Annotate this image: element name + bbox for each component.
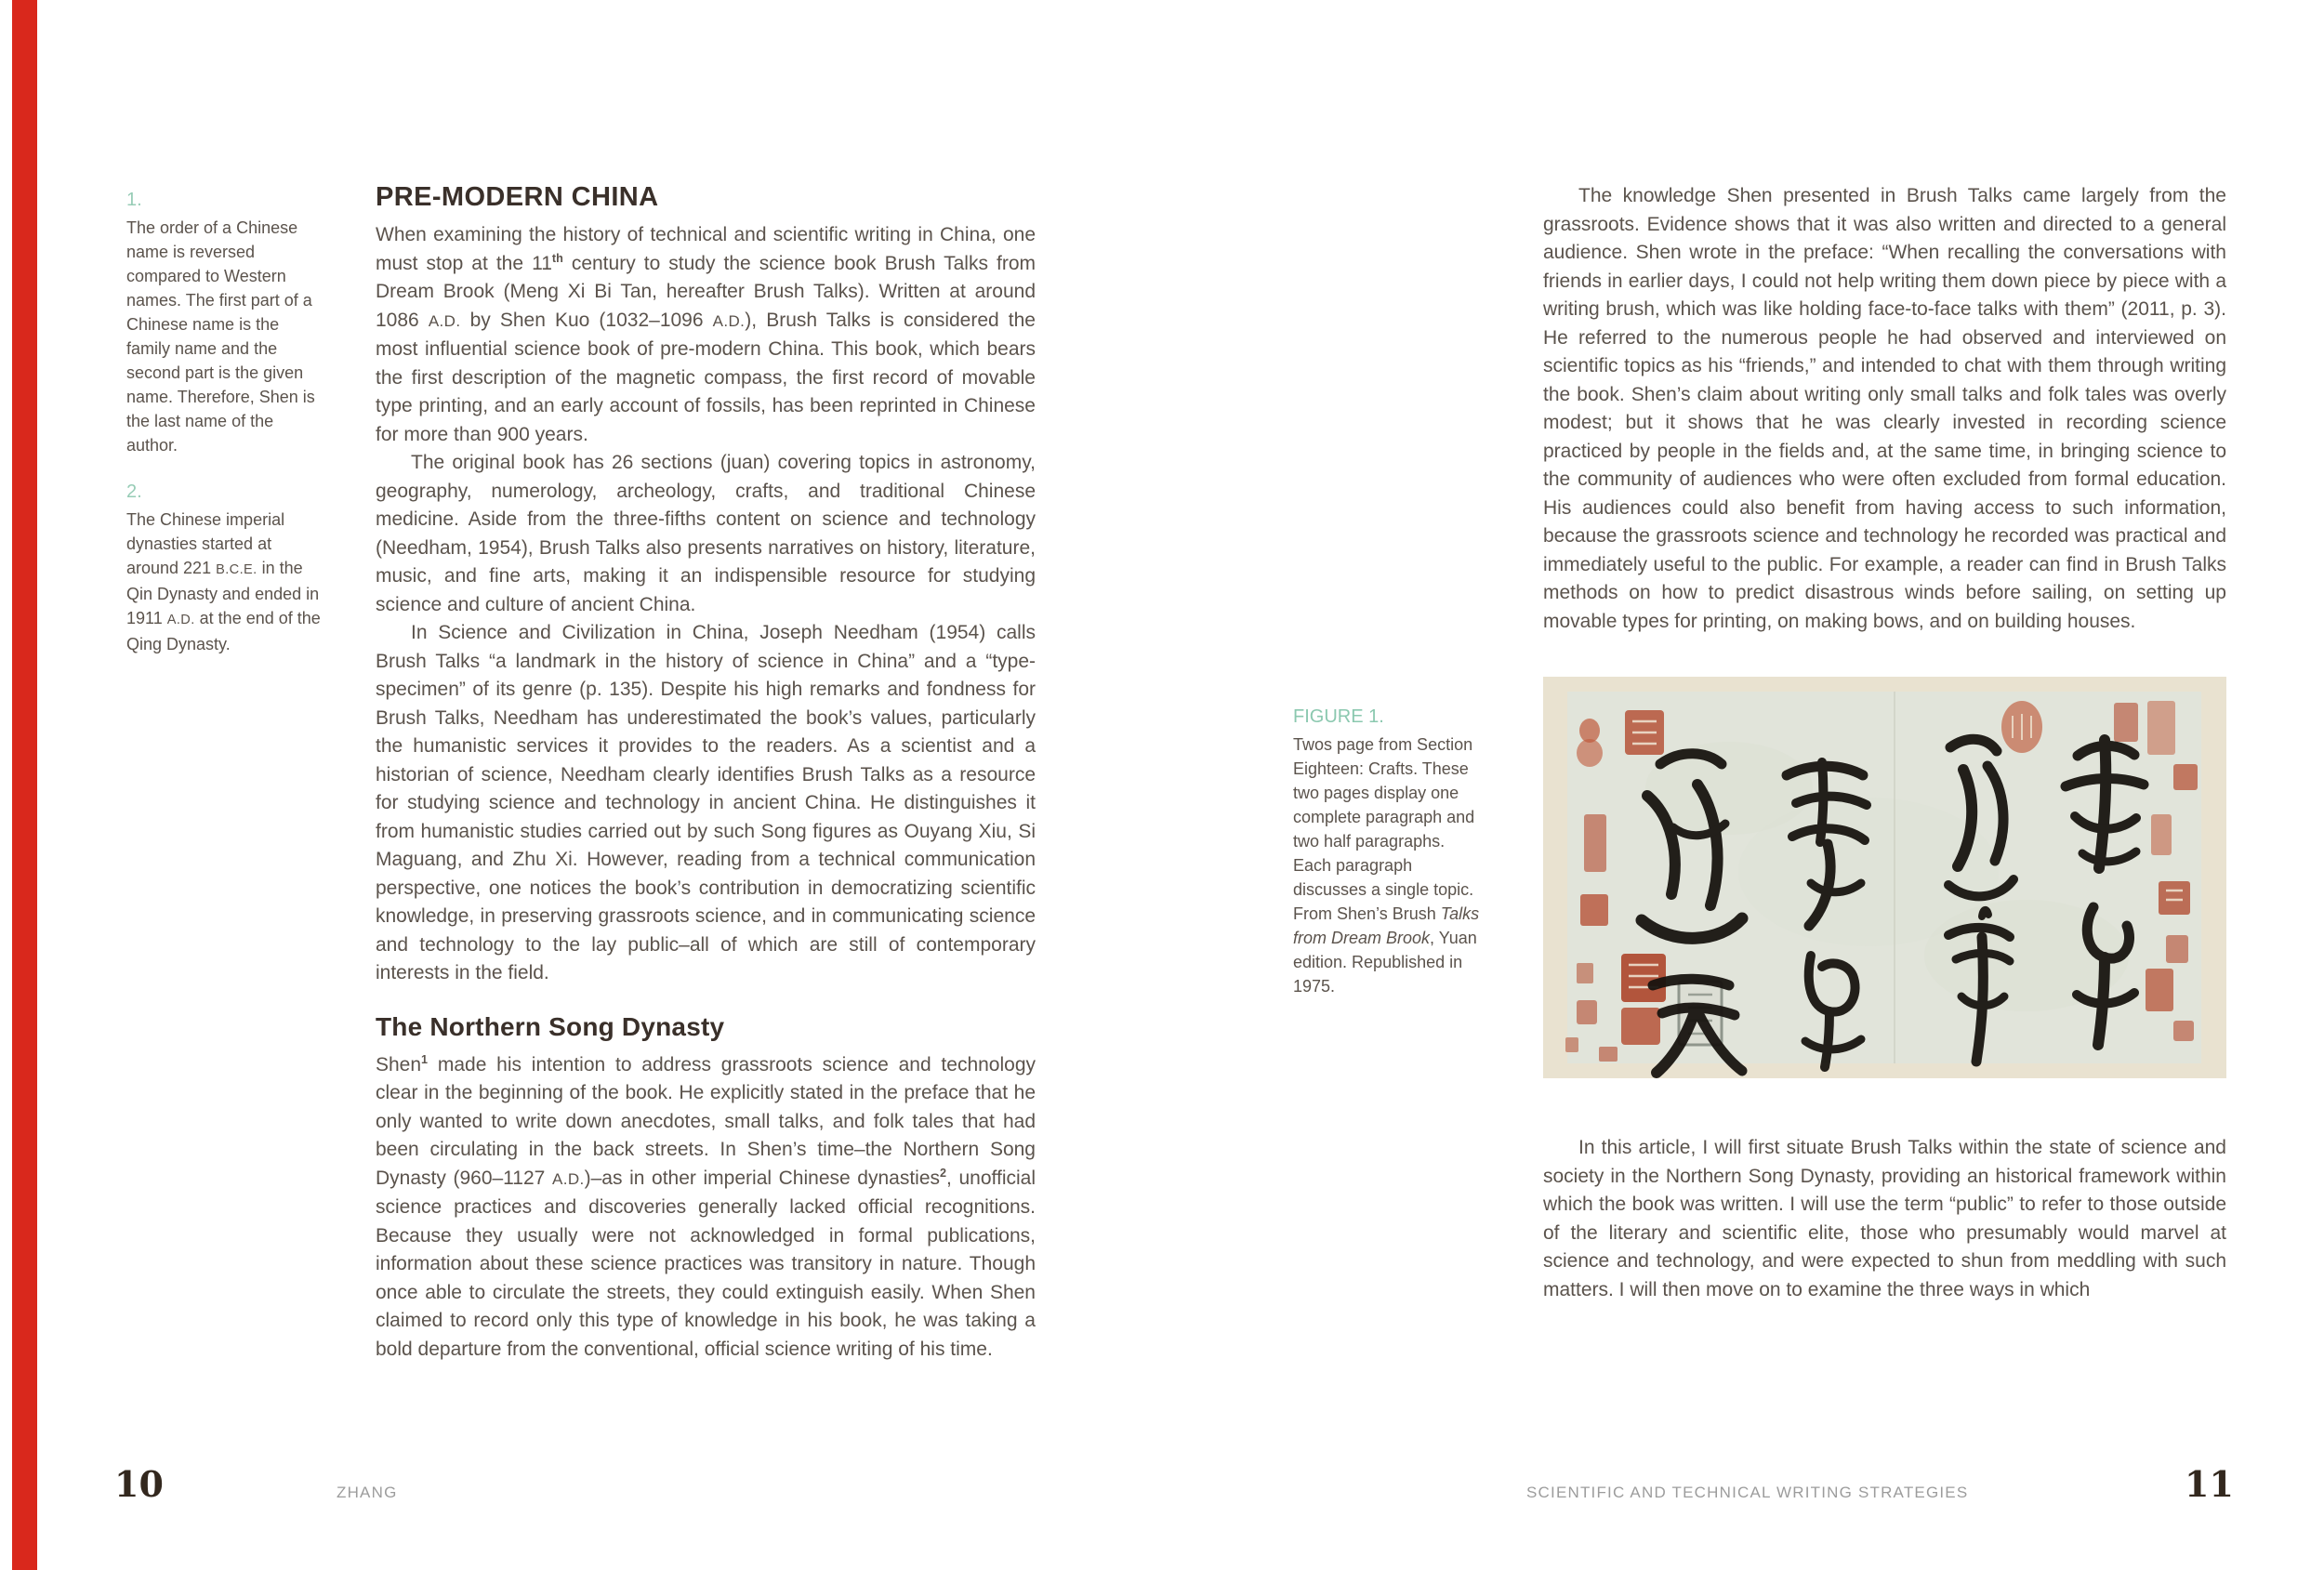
calligraphy-figure-image [1543, 677, 2226, 1078]
left-running-head: ZHANG [337, 1484, 398, 1501]
figure-caption-text: Twos page from Section Eighteen: Crafts. These two pages display one complete paragraph and two half paragraphs. Each paragraph discusses a single topic. From Shen’s Brush Talks from Dream Brook, Yuan edition. Republished in 1975. [1293, 735, 1480, 996]
footnote-2 [126, 480, 324, 656]
paragraph: The original book has 26 sections (juan) covering topics in astronomy, geography, numerology, archeology, crafts, and traditional Chinese medicine. Aside from the three-fifths content on science and technology (Needham, 1954), Brush Talks also presents narratives on history, literature, music, and fine arts, making it an indispensible resource for studying science and culture of ancient China. [376, 452, 1036, 615]
footnote-1-text: The order of a Chinese name is reversed compared to Western names. The first part of a Chinese name is the family name and the second part is the given name. Therefore, Shen is the last name of the author. [126, 218, 315, 455]
left-page-number: 10 [114, 1463, 164, 1505]
subsection-heading: The Northern Song Dynasty [376, 1011, 725, 1041]
figure-caption [1293, 705, 1485, 998]
margin-notes [126, 188, 324, 656]
paragraph: In Science and Civilization in China, Joseph Needham (1954) calls Brush Talks “a landmark in the history of science in China” and a “type-specimen” of its genre (p. 135). Despite his high remarks and fondness for Brush Talks, Needham has underestimated the book’s values, particularly the humanistic services it provides to the readers. As a scientist and a historian of science, Needham clearly identifies Brush Talks as a resource for studying science and technology in ancient China. He distinguishes it from humanistic studies carried out by such Song figures as Ouyang Xiu, Si Maguang, and Zhu Xi. However, reading from a technical communication perspective, one notices the book’s contribution in democratizing scientific knowledge, in preserving grassroots science, and in communicating science and technology to the lay public–all of which are still of contemporary interests in the field. [376, 622, 1036, 983]
right-text-column [1543, 182, 2226, 1304]
paragraph: The knowledge Shen presented in Brush Talks came largely from the grassroots. Evidence shows that it was also written and directed to a general audience. Shen wrote in the preface: “When recalling the conversations with friends in earlier days, I could not help writing them down piece by piece with a writing brush, which was like holding face-to-face talks with them” (2011, p. 3). He referred to the numerous people he had observed and interviewed on scientific topics as his “friends,” and intended to chat with them through writing the book. Shen’s claim about writing only small talks and folk tales was overly modest; but it shows that he was clearly invested in recording science practiced by people in the fields and, at the same time, in bringing science to the community of audiences who were often excluded from formal education. His audiences could also benefit from having access to such information, because the grassroots science and technology he recorded was practical and immediately useful to the public. For example, a reader can find in Brush Talks methods on how to predict disastrous winds before sailing, on setting up movable types for printing, on making bows, and on building houses. [1543, 185, 2226, 632]
calligraphy-scroll [1543, 677, 2226, 1078]
footnote-2-text: The Chinese imperial dynasties started at around 221 B.C.E. in the Qin Dynasty and ended in 1911 A.D. at the end of the Qing Dynasty. [126, 510, 321, 653]
paragraph: In this article, I will first situate Brush Talks within the state of science and society in the Northern Song Dynasty, providing an historical framework within which the book was written. I will use the term “public” to refer to those outside of the literary and scientific elite, those who presumably would marvel at science and technology, and were expected to shun from meddling with such matters. I will then move on to examine the three ways in which [1543, 1137, 2226, 1300]
right-page-number: 11 [2185, 1463, 2234, 1505]
left-text-column [376, 182, 1036, 1364]
section-heading: PRE-MODERN CHINA [376, 182, 659, 212]
paragraph: Shen$^1$ made his intention to address grassroots science and technology clear in the beginning of the book. He explicitly stated in the preface that he only wanted to write down anecdotes, small talks, and folk tales that had been circulating in the back streets. In Shen’s time–the Northern Song Dynasty (960–1127 A.D.)–as in other imperial Chinese dynasties$^2$, unofficial science practices and discoveries generally lacked official recognitions. Because they usually were not acknowledged in formal publications, information about these science practices was transitory in nature. Though once able to circulate the streets, they could extinguish easily. When Shen claimed to record only this type of knowledge in his book, he was taking a bold departure from the conventional, official science writing of his time. [376, 1052, 1036, 1360]
footnote-2-number: 2. [126, 482, 142, 502]
footnote-1 [126, 188, 324, 457]
spine-color-bar [12, 0, 37, 1570]
footnote-1-number: 1. [126, 190, 142, 210]
right-running-head: SCIENTIFIC AND TECHNICAL WRITING STRATEGIES [1526, 1484, 1969, 1501]
paragraph: When examining the history of technical and scientific writing in China, one must stop at the 11th century to study the science book Brush Talks from Dream Brook (Meng Xi Bi Tan, hereafter Brush Talks). Written at around 1086 A.D. by Shen Kuo (1032–1096 A.D.), Brush Talks is considered the most influential science book of pre-modern China. This book, which bears the first description of the magnetic compass, the first record of movable type printing, and an early account of fossils, has been reprinted in Chinese for more than 900 years. [376, 224, 1037, 445]
figure-label: FIGURE 1. [1293, 706, 1384, 727]
